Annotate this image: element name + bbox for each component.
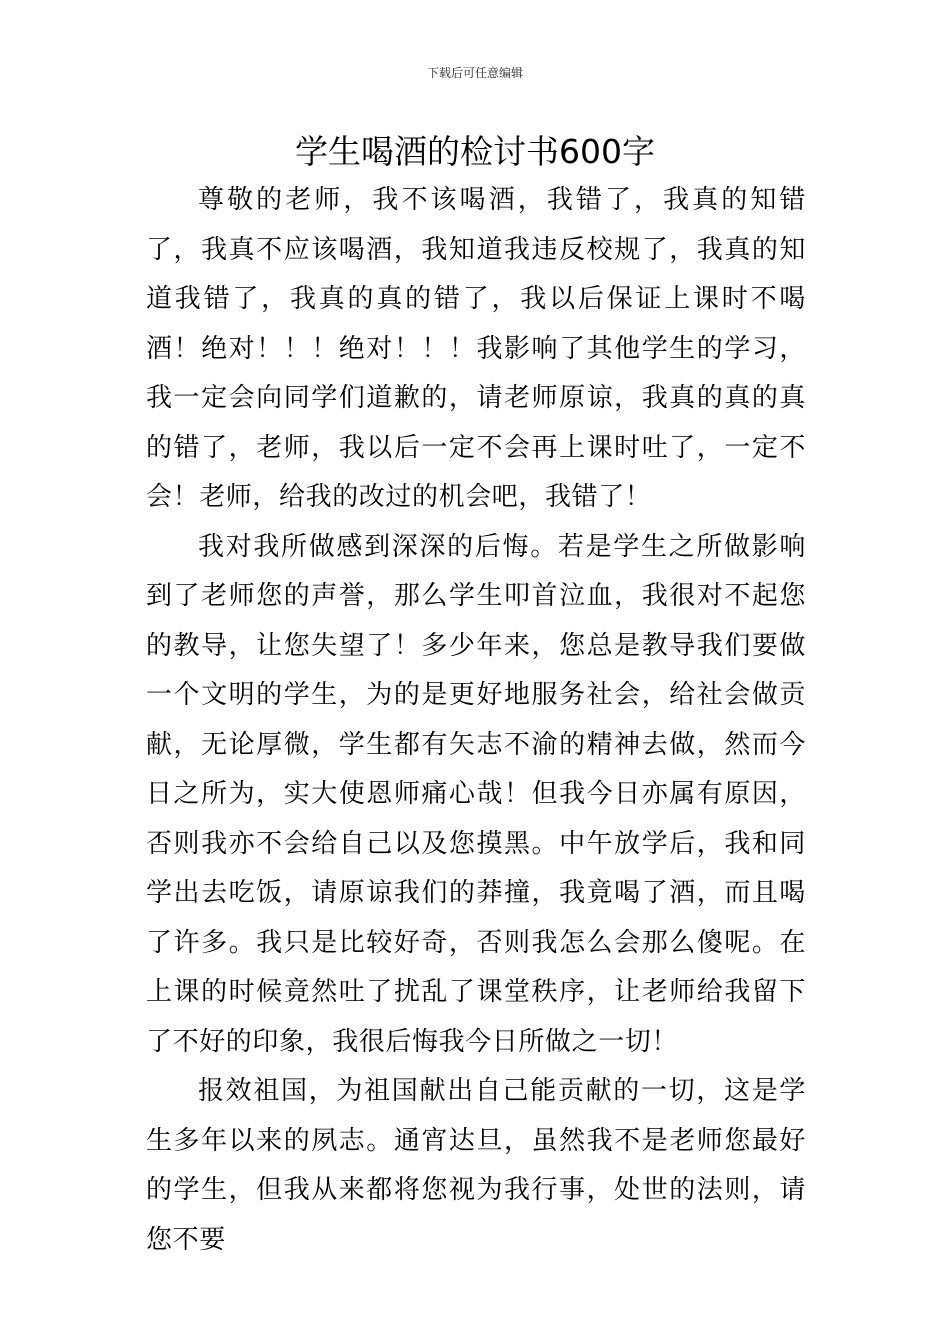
paragraph-2: 我对我所做感到深深的后悔。若是学生之所做影响到了老师您的声誉，那么学生叩首泣血，我很对不起您的教导，让您失望了！多少年来，您总是教导我们要做一个文明的学生，为的是更好地服务社会，给社会做贡献，无论厚微，学生都有矢志不渝的精神去做，然而今日之所为，实大使恩师痛心哉！但我今日亦属有原因，否则我亦不会给自己以及您摸黑。中午放学后，我和同学出去吃饭，请原谅我们的莽撞，我竟喝了酒，而且喝了许多。我只是比较好奇，否则我怎么会那么傻呢。在上课的时候竟然吐了扰乱了课堂秩序，让老师给我留下了不好的印象，我很后悔我今日所做之一切！ — [146, 531, 806, 1057]
paragraph-1: 尊敬的老师，我不该喝酒，我错了，我真的知错了，我真不应该喝酒，我知道我违反校规了，我真的知道我错了，我真的真的错了，我以后保证上课时不喝酒！绝对！！！绝对！！！我影响了其他学生的学习，我一定会向同学们道歉的，请老师原谅，我真的真的真的错了，老师，我以后一定不会再上课时吐了，一定不会！老师，给我的改过的机会吧，我错了！ — [146, 185, 806, 512]
document-title: 学生喝酒的检讨书600字 — [295, 132, 655, 171]
document-body — [146, 176, 806, 1265]
paragraph-3: 报效祖国，为祖国献出自己能贡献的一切，这是学生多年以来的夙志。通宵达旦，虽然我不是老师您最好的学生，但我从来都将您视为我行事，处世的法则，请您不要 — [146, 1076, 806, 1255]
header-note: 下载后可任意编辑 — [426, 66, 523, 80]
